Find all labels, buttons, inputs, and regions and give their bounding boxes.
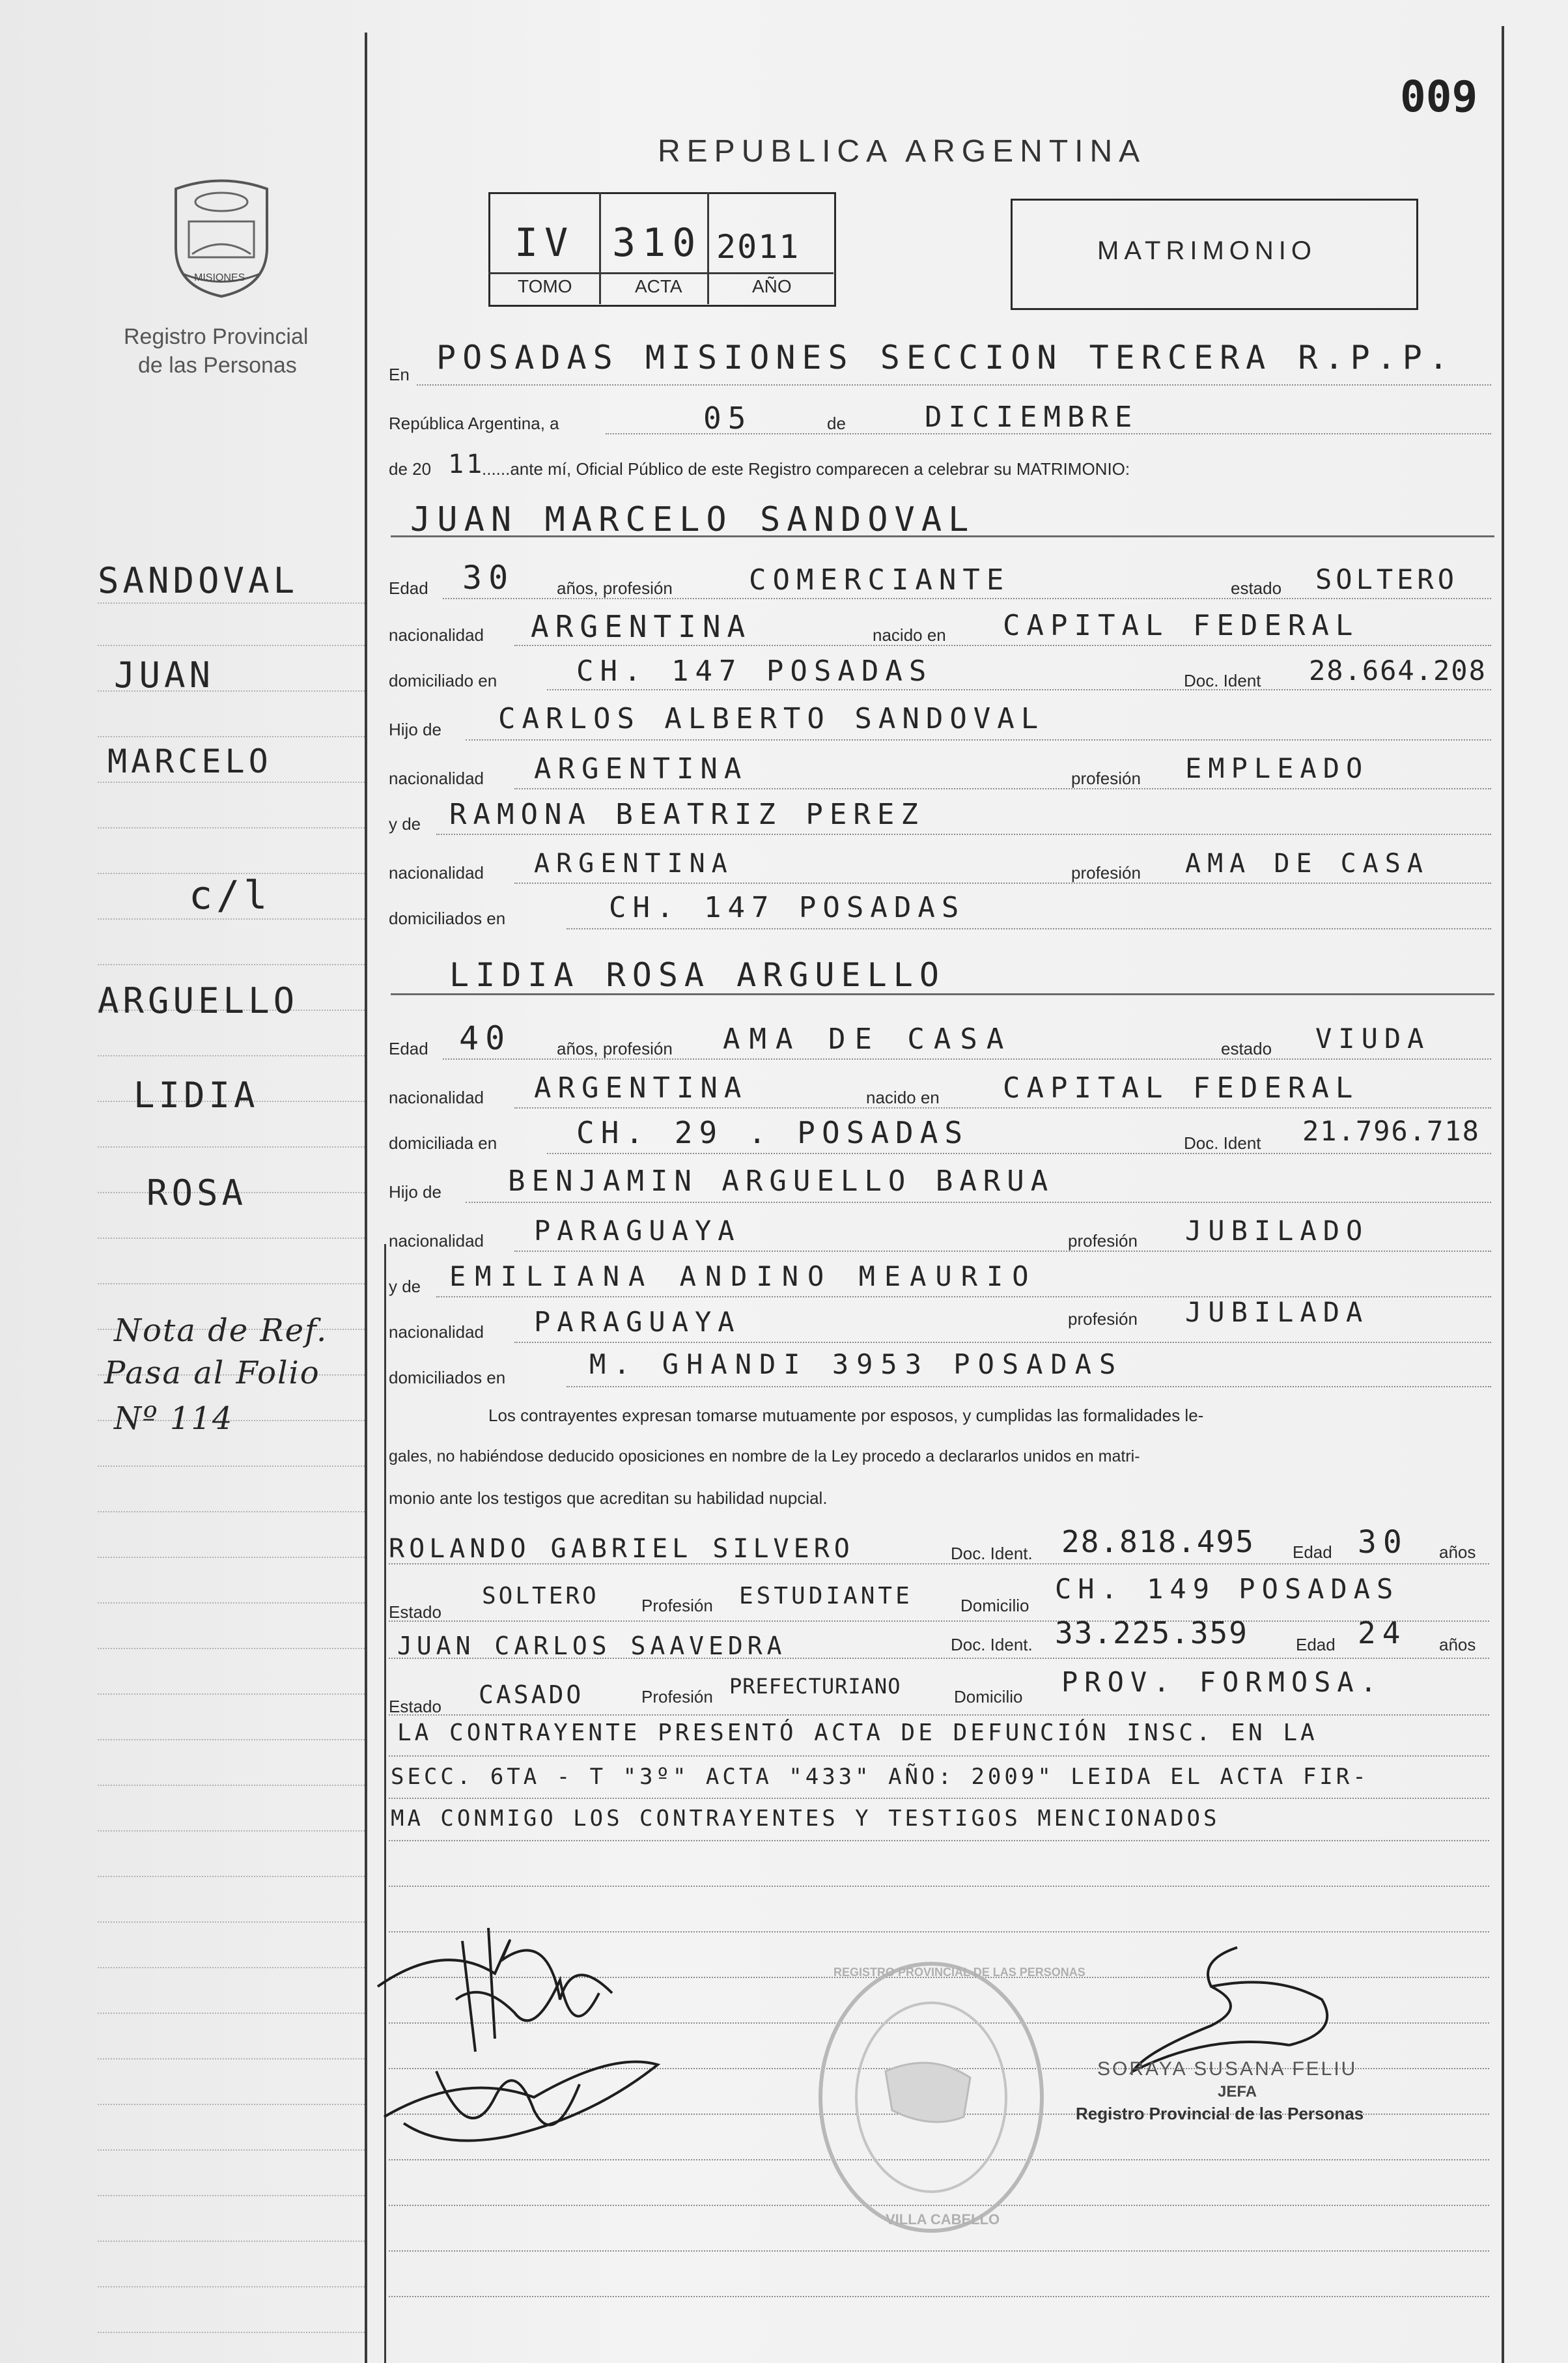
bride-father-rule [466, 1202, 1491, 1203]
groom-father-nationality: ARGENTINA [534, 752, 748, 785]
margin-rule [98, 1693, 365, 1695]
witness1-age: 30 [1358, 1524, 1408, 1561]
bride-profession-label: años, profesión [557, 1039, 673, 1058]
margin-note-line2: Pasa al Folio [104, 1355, 320, 1391]
margin-rule [98, 1830, 365, 1832]
witness2-age: 24 [1358, 1615, 1407, 1650]
margin-note-line1: Nota de Ref. [114, 1312, 328, 1349]
observation-line2: SECC. 6TA - T "3º" ACTA "433" AÑO: 2009" LEIDA EL ACTA FIR- [391, 1764, 1369, 1790]
groom-mother-profession: AMA DE CASA [1185, 849, 1429, 879]
record-divider-2 [707, 192, 709, 304]
record-divider-h [488, 272, 833, 274]
witness2-anios-label: años [1439, 1635, 1476, 1654]
margin-rule [98, 1739, 365, 1740]
margin-rule [98, 1146, 365, 1148]
bride-status: VIUDA [1315, 1023, 1431, 1054]
groom-nationality-label: nacionalidad [389, 625, 484, 645]
stamp-text: REGISTRO PROVINCIAL DE LAS PERSONAS [833, 1966, 1085, 1979]
witness1-status-label: Estado [389, 1602, 441, 1622]
party-signatures [365, 1902, 703, 2175]
witness1-age-label: Edad [1293, 1542, 1332, 1562]
witness1-anios-label: años [1439, 1542, 1476, 1562]
witness2-age-label: Edad [1296, 1635, 1336, 1654]
groom-father-profession-label: profesión [1071, 769, 1141, 788]
bride-father-label: Hijo de [389, 1182, 441, 1202]
margin-bride-surname: ARGUELLO [98, 980, 299, 1021]
groom-address-label: domiciliado en [389, 671, 497, 690]
groom-address: CH. 147 POSADAS [576, 655, 933, 688]
witness1-status: SOLTERO [482, 1583, 599, 1609]
bride-nationality-rule [514, 1107, 1491, 1109]
margin-rule [98, 964, 365, 965]
bride-mother-nationality-rule [514, 1342, 1491, 1343]
margin-groom-name2: MARCELO [107, 743, 272, 780]
margin-rule [98, 827, 365, 828]
inner-margin-rule [384, 1244, 386, 2363]
declaration-line2: gales, no habiéndose deducido oposiciones en nombre de la Ley procedo a declararlos unidos en matri- [389, 1447, 1140, 1465]
bride-profession: AMA DE CASA [723, 1023, 1013, 1056]
registry-name-line1: Registro Provincial [124, 324, 309, 349]
witness2-status-label: Estado [389, 1697, 441, 1716]
tomo-value: IV [514, 220, 575, 266]
margin-connector: c/l [189, 873, 272, 918]
doc-type-title: MATRIMONIO [1097, 236, 1317, 265]
margin-rule [98, 918, 365, 920]
republica-label: República Argentina, a [389, 414, 559, 433]
witness1-status-rule [389, 1620, 1489, 1622]
groom-name: JUAN MARCELO SANDOVAL [410, 500, 975, 539]
groom-father-rule [466, 739, 1491, 741]
right-margin-rule [1502, 26, 1504, 2363]
groom-parents-address: CH. 147 POSADAS [609, 891, 966, 924]
margin-bride-name1: LIDIA [133, 1075, 259, 1116]
margin-bride-name2: ROSA [147, 1172, 247, 1213]
country-title: REPUBLICA ARGENTINA [658, 134, 1147, 169]
margin-groom-surname: SANDOVAL [98, 560, 299, 601]
groom-nationality-rule [514, 645, 1491, 646]
bride-address: CH. 29 . POSADAS [576, 1115, 970, 1150]
bride-father-nationality: PARAGUAYA [534, 1215, 741, 1247]
margin-rule [98, 1283, 365, 1284]
acta-value: 310 [612, 220, 703, 266]
groom-mother-label: y de [389, 814, 421, 834]
witness1-address: CH. 149 POSADAS [1055, 1573, 1400, 1605]
witness1-name: ROLANDO GABRIEL SILVERO [389, 1534, 854, 1564]
witness2-doc: 33.225.359 [1055, 1615, 1248, 1650]
groom-birthplace: CAPITAL FEDERAL [1003, 609, 1360, 642]
officer-name: SORAYA SUSANA FELIU [1097, 2058, 1358, 2080]
groom-age: 30 [462, 559, 515, 597]
day-value: 05 [703, 401, 753, 436]
bride-doc-label: Doc. Ident [1184, 1133, 1261, 1153]
groom-birthplace-label: nacido en [873, 625, 946, 645]
bride-mother-profession: JUBILADA [1185, 1296, 1369, 1328]
groom-mother-nationality-label: nacionalidad [389, 863, 484, 883]
groom-father-nationality-rule [514, 788, 1491, 789]
comparecen-text: ......ante mí, Oficial Público de este Registro comparecen a celebrar su MATRIMONIO: [482, 459, 1130, 479]
margin-rule [98, 1602, 365, 1604]
registry-name-line2: de las Personas [138, 353, 297, 378]
bride-address-label: domiciliada en [389, 1133, 497, 1153]
margin-rule [98, 736, 365, 737]
de-label: de [827, 414, 846, 433]
bride-father: BENJAMIN ARGUELLO BARUA [508, 1165, 1055, 1198]
witness1-doc-label: Doc. Ident. [951, 1544, 1033, 1563]
margin-rule [98, 1648, 365, 1649]
witness2-profession: PREFECTURIANO [729, 1674, 901, 1699]
logo-text: MISIONES [194, 272, 245, 283]
bride-mother: EMILIANA ANDINO MEAURIO [449, 1260, 1038, 1292]
groom-mother: RAMONA BEATRIZ PEREZ [449, 798, 925, 831]
bride-age-rule [443, 1058, 1491, 1060]
page-number: 009 [1400, 72, 1478, 122]
witness2-doc-label: Doc. Ident. [951, 1635, 1033, 1654]
bride-mother-profession-label: profesión [1068, 1309, 1138, 1329]
en-label: En [389, 365, 410, 384]
year-prefix: de 20 [389, 459, 432, 479]
margin-rule [98, 1055, 365, 1056]
bride-father-profession: JUBILADO [1185, 1215, 1369, 1247]
groom-father-profession: EMPLEADO [1185, 752, 1369, 784]
witness2-status-rule [389, 1714, 1489, 1716]
groom-doc-label: Doc. Ident [1184, 671, 1261, 690]
place-rule [417, 384, 1491, 386]
margin-rule [98, 1921, 365, 1923]
stamp-town: VILLA CABELLO [886, 2211, 1000, 2228]
margin-rule [98, 2104, 365, 2105]
margin-rule [98, 2058, 365, 2059]
bride-age: 40 [459, 1019, 512, 1057]
groom-father: CARLOS ALBERTO SANDOVAL [498, 702, 1045, 735]
groom-mother-profession-label: profesión [1071, 863, 1141, 883]
margin-rule [98, 1557, 365, 1558]
margin-rule [98, 1785, 365, 1786]
ruled-line [389, 1886, 1489, 1887]
bride-birthplace-label: nacido en [866, 1088, 940, 1107]
month-value: DICIEMBRE [925, 401, 1139, 434]
groom-nationality: ARGENTINA [531, 609, 752, 644]
witness2-name: JUAN CARLOS SAAVEDRA [397, 1632, 787, 1660]
tomo-label: TOMO [518, 276, 572, 296]
margin-note-line3: Nº 114 [114, 1400, 234, 1437]
registry-logo [163, 176, 280, 300]
bride-parents-address-rule [567, 1386, 1491, 1387]
groom-father-nationality-label: nacionalidad [389, 769, 484, 788]
observation-rule3 [389, 1840, 1489, 1841]
bride-father-profession-label: profesión [1068, 1231, 1138, 1251]
observation-rule1 [389, 1755, 1489, 1757]
margin-rule [98, 2241, 365, 2242]
bride-nationality-label: nacionalidad [389, 1088, 484, 1107]
record-divider-1 [599, 192, 601, 304]
groom-mother-nationality: ARGENTINA [534, 849, 734, 879]
margin-rule [98, 2286, 365, 2287]
bride-nationality: ARGENTINA [534, 1071, 748, 1105]
bride-mother-label: y de [389, 1277, 421, 1296]
observation-line1: LA CONTRAYENTE PRESENTÓ ACTA DE DEFUNCIÓN INSC. EN LA [397, 1719, 1318, 1746]
margin-rule [98, 1238, 365, 1239]
bride-name-rule [391, 993, 1494, 995]
date-rule [606, 433, 1491, 434]
bride-name: LIDIA ROSA ARGUELLO [449, 956, 945, 994]
witness1-doc: 28.818.495 [1061, 1524, 1255, 1559]
margin-rule [98, 1465, 365, 1467]
anio-label: AÑO [752, 276, 792, 296]
stamp-icon [807, 1954, 1055, 2241]
groom-parents-address-label: domiciliados en [389, 909, 506, 928]
bride-age-label: Edad [389, 1039, 428, 1058]
bride-status-label: estado [1221, 1039, 1272, 1058]
groom-doc: 28.664.208 [1309, 655, 1487, 686]
witness2-address-label: Domicilio [954, 1687, 1023, 1706]
declaration-line1: Los contrayentes expresan tomarse mutuamente por esposos, y cumplidas las formalidades le- [488, 1406, 1204, 1425]
anio-value: 2011 [716, 228, 800, 266]
margin-rule [98, 2149, 365, 2151]
margin-rule [98, 2013, 365, 2014]
bride-address-rule [547, 1153, 1491, 1154]
witness1-rule [389, 1563, 1489, 1564]
groom-father-label: Hijo de [389, 720, 441, 739]
bride-parents-address-label: domiciliados en [389, 1368, 506, 1387]
signature-icon [365, 1902, 703, 2175]
bride-mother-nationality: PARAGUAYA [534, 1306, 741, 1338]
witness2-profession-label: Profesión [641, 1687, 713, 1706]
margin-rule [98, 645, 365, 646]
groom-profession-label: años, profesión [557, 578, 673, 598]
groom-mother-nationality-rule [514, 883, 1491, 884]
margin-rule [98, 1967, 365, 1968]
margin-rule [98, 602, 365, 604]
bride-doc: 21.796.718 [1302, 1115, 1480, 1147]
bride-parents-address: M. GHANDI 3953 POSADAS [589, 1348, 1124, 1380]
witness2-status: CASADO [479, 1680, 584, 1709]
officer-role: JEFA [1218, 2083, 1257, 2101]
groom-name-rule [391, 535, 1494, 537]
groom-age-label: Edad [389, 578, 428, 598]
margin-rule [98, 2195, 365, 2196]
groom-age-rule [443, 598, 1491, 599]
witness2-rule [389, 1658, 1489, 1659]
margin-rule [98, 1876, 365, 1877]
observation-line3: MA CONMIGO LOS CONTRAYENTES Y TESTIGOS MENCIONADOS [391, 1805, 1220, 1832]
margin-rule [98, 1511, 365, 1512]
place-value: POSADAS MISIONES SECCION TERCERA R.P.P. [436, 339, 1455, 376]
groom-status: SOLTERO [1315, 563, 1459, 595]
witness2-address: PROV. FORMOSA. [1061, 1666, 1384, 1698]
observation-rule2 [389, 1798, 1489, 1799]
year-suffix: 11 [448, 449, 485, 479]
groom-mother-rule [436, 834, 1491, 835]
bride-father-nationality-label: nacionalidad [389, 1231, 484, 1251]
groom-profession: COMERCIANTE [749, 563, 1011, 597]
groom-parents-address-rule [567, 928, 1491, 929]
margin-groom-name1: JUAN [114, 655, 215, 696]
declaration-line3: monio ante los testigos que acreditan su habilidad nupcial. [389, 1488, 828, 1508]
margin-rule [98, 782, 365, 783]
ruled-line [389, 2250, 1489, 2252]
bride-mother-nationality-label: nacionalidad [389, 1322, 484, 1342]
groom-address-rule [547, 689, 1491, 690]
margin-rule [98, 2332, 365, 2333]
witness1-address-label: Domicilio [960, 1596, 1029, 1615]
bride-birthplace: CAPITAL FEDERAL [1003, 1071, 1360, 1105]
witness1-profession: ESTUDIANTE [739, 1583, 913, 1609]
registry-stamp [807, 1954, 1085, 2241]
bride-father-nationality-rule [514, 1251, 1491, 1252]
acta-label: ACTA [635, 276, 682, 296]
groom-status-label: estado [1231, 578, 1282, 598]
ruled-line [389, 2296, 1489, 2297]
witness1-profession-label: Profesión [641, 1596, 713, 1615]
officer-registry: Registro Provincial de las Personas [1076, 2104, 1364, 2123]
